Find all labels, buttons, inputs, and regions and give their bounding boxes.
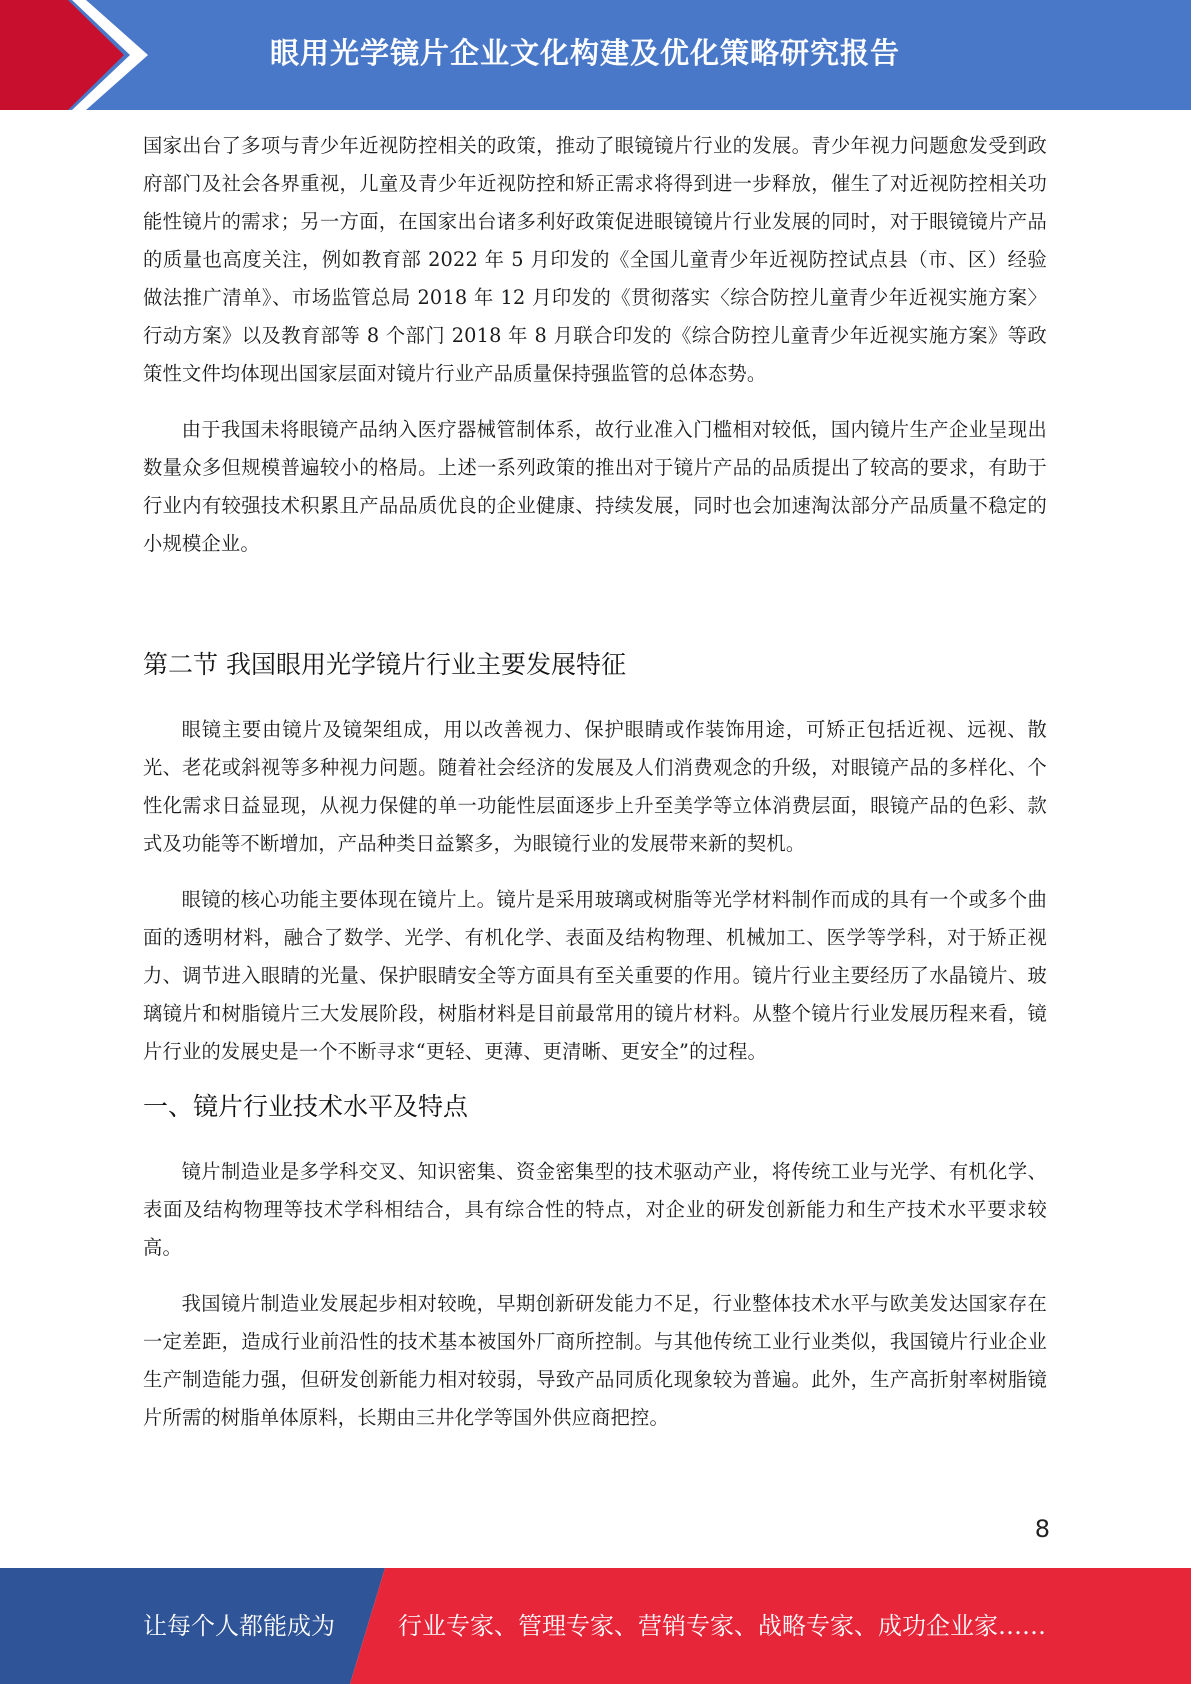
paragraph-policy: 国家出台了多项与青少年近视防控相关的政策，推动了眼镜镜片行业的发展。青少年视力问题愈发受到政府部门及社会各界重视，儿童及青少年近视防控和矫正需求将得到进一步释放，催生了对近视防控相关功能性镜片的需求；另一方面，在国家出台诸多利好政策促进眼镜镜片行业发展的同时，对于眼镜镜片产品的质量也高度关注，例如教育部 2022 年 5 月印发的《全国儿童青少年近视防控试点县（市、区）经验做法推广清单》、市场监管总局 2018 年 12 月印发的《贯彻落实〈综合防控儿童青少年近视实施方案〉行动方案》以及教育部等 8 个部门 2018 年 8 月联合印发的《综合防控儿童青少年近视实施方案》等政策性文件均体现出国家层面对镜片行业产品质量保持强监管的总体态势。 <box>143 134 1047 385</box>
section-title: 第二节 我国眼用光学镜片行业主要发展特征 <box>143 650 626 679</box>
page-content <box>143 127 1047 1437</box>
paragraph-lens-core: 眼镜的核心功能主要体现在镜片上。镜片是采用玻璃或树脂等光学材料制作而成的具有一个或多个曲面的透明材料，融合了数学、光学、有机化学、表面及结构物理、机械加工、医学等学科，对于矫正视力、调节进入眼睛的光量、保护眼睛安全等方面具有至关重要的作用。镜片行业主要经历了水晶镜片、玻璃镜片和树脂镜片三大发展阶段，树脂材料是目前最常用的镜片材料。从整个镜片行业发展历程来看，镜片行业的发展史是一个不断寻求“更轻、更薄、更清晰、更安全”的过程。 <box>143 888 1047 1063</box>
paragraph-industry-threshold: 由于我国未将眼镜产品纳入医疗器械管制体系，故行业准入门槛相对较低，国内镜片生产企业呈现出数量众多但规模普遍较小的格局。上述一系列政策的推出对于镜片产品的品质提出了较高的要求，有助于行业内有较强技术积累且产品品质优良的企业健康、持续发展，同时也会加速淘汰部分产品质量不稳定的小规模企业。 <box>143 418 1047 555</box>
page-footer <box>0 1568 1191 1684</box>
paragraph-glasses-composition: 眼镜主要由镜片及镜架组成，用以改善视力、保护眼睛或作装饰用途，可矫正包括近视、远视、散光、老花或斜视等多种视力问题。随着社会经济的发展及人们消费观念的升级，对眼镜产品的多样化、个性化需求日益显现，从视力保健的单一功能性层面逐步上升至美学等立体消费层面，眼镜产品的色彩、款式及功能等不断增加，产品种类日益繁多，为眼镜行业的发展带来新的契机。 <box>143 718 1047 855</box>
page-header <box>0 0 1191 110</box>
page-number: 8 <box>1034 1515 1050 1543</box>
paragraph-domestic-industry: 我国镜片制造业发展起步相对较晚，早期创新研发能力不足，行业整体技术水平与欧美发达国家存在一定差距，造成行业前沿性的技术基本被国外厂商所控制。与其他传统工业行业类似，我国镜片行业企业生产制造能力强，但研发创新能力相对较弱，导致产品同质化现象较为普遍。此外，生产高折射率树脂镜片所需的树脂单体原料，长期由三井化学等国外供应商把控。 <box>143 1292 1047 1429</box>
subsection-title: 一、镜片行业技术水平及特点 <box>143 1092 469 1121</box>
footer-slogan-left: 让每个人都能成为 <box>143 1612 335 1640</box>
footer-slogan-right: 行业专家、管理专家、营销专家、战略专家、成功企业家…… <box>398 1612 1046 1640</box>
paragraph-lens-manufacturing: 镜片制造业是多学科交叉、知识密集、资金密集型的技术驱动产业，将传统工业与光学、有机化学、表面及结构物理等技术学科相结合，具有综合性的特点，对企业的研发创新能力和生产技术水平要求较高。 <box>143 1160 1047 1259</box>
document-title: 眼用光学镜片企业文化构建及优化策略研究报告 <box>270 36 901 70</box>
